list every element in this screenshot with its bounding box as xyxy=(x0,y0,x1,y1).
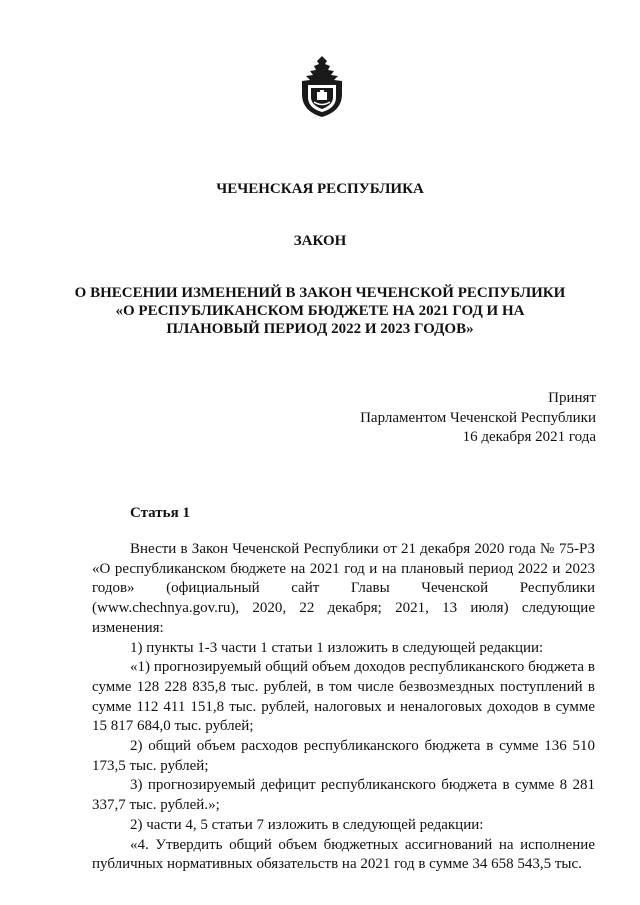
article-body xyxy=(92,540,595,875)
adoption-block xyxy=(360,389,596,448)
article-paragraph: 2) общий объем расходов республиканского бюджета в сумме 136 510 173,5 тыс. рублей; xyxy=(92,738,595,774)
article-paragraph: 1) пункты 1-3 части 1 статьи 1 изложить в следующей редакции: xyxy=(130,639,544,656)
article-paragraph: Внести в Закон Чеченской Республики от 21 декабря 2020 года № 75-РЗ «О республиканском бюджете на 2021 год и на плановый период 2022 и 2023 годов» (официальный сайт Главы Чеченской Республики (www.chechnya.gov.ru), 2020, 22 декабря; 2021, 13 июля) следующие изменения: xyxy=(92,541,595,636)
republic-heading: ЧЕЧЕНСКАЯ РЕСПУБЛИКА xyxy=(216,181,424,197)
law-title-line: О ВНЕСЕНИИ ИЗМЕНЕНИЙ В ЗАКОН ЧЕЧЕНСКОЙ РЕСПУБЛИКИ xyxy=(74,285,566,301)
article-paragraph: 3) прогнозируемый дефицит республиканского бюджета в сумме 8 281 337,7 тыс. рублей.»; xyxy=(92,777,595,814)
law-title xyxy=(60,284,580,338)
article-paragraph: 2) части 4, 5 статьи 7 изложить в следующей редакции: xyxy=(130,816,484,833)
coat-of-arms-emblem-icon xyxy=(298,54,346,118)
article-paragraph: «1) прогнозируемый общий объем доходов республиканского бюджета в сумме 128 228 835,8 тыс. рублей, в том числе безвозмездных поступлений в сумме 112 411 151,8 тыс. рублей, налоговых и неналоговых доходов в сумме 15 817 684,0 тыс. рублей; xyxy=(92,659,595,735)
law-title-line: «О РЕСПУБЛИКАНСКОМ БЮДЖЕТЕ НА 2021 ГОД И НА xyxy=(115,303,525,319)
law-heading: ЗАКОН xyxy=(293,233,347,249)
law-title-line: ПЛАНОВЫЙ ПЕРИОД 2022 И 2023 ГОДОВ» xyxy=(166,321,474,337)
article-title: Статья 1 xyxy=(130,505,190,521)
article-paragraph: «4. Утвердить общий объем бюджетных ассигнований на исполнение публичных нормативных обязательств на 2021 год в сумме 34 658 543,5 тыс. xyxy=(92,836,595,873)
adopted-label: Принят xyxy=(548,390,596,406)
adopted-date: 16 декабря 2021 года xyxy=(462,429,596,445)
adopted-by: Парламентом Чеченской Республики xyxy=(360,409,596,426)
